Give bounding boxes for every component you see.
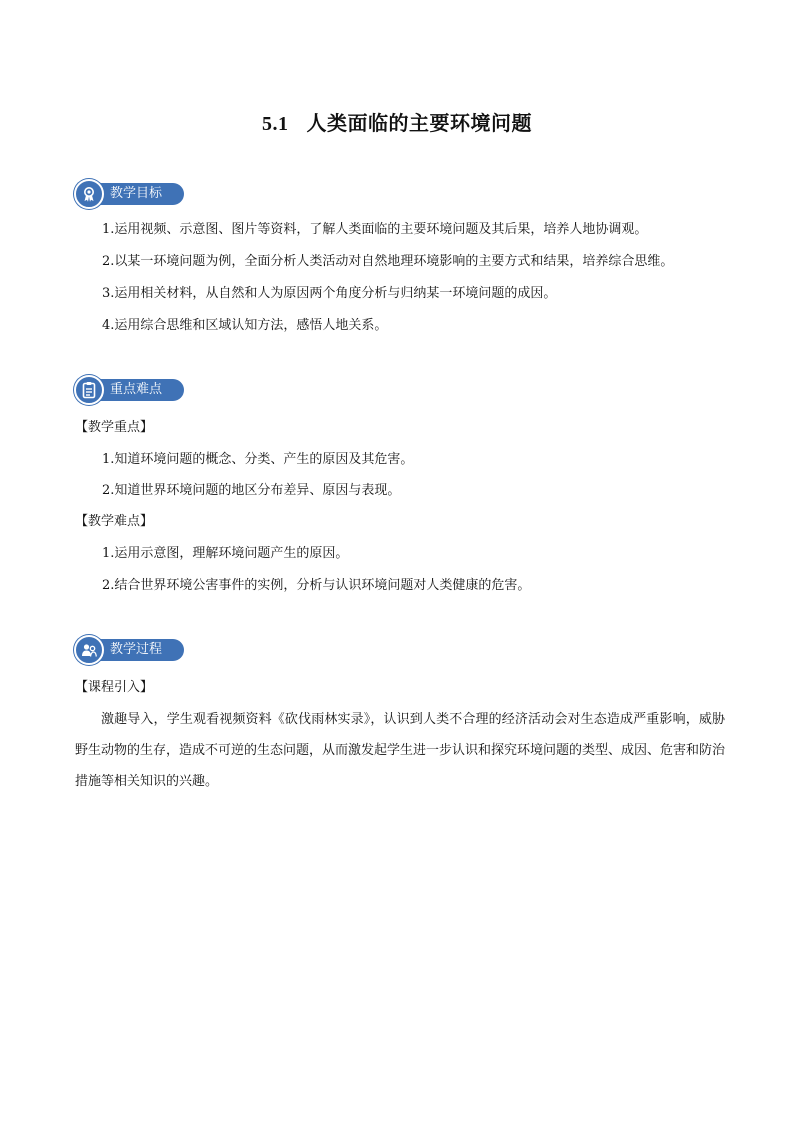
goal-item-3: 3.运用相关材料，从自然和人为原因两个角度分析与归纳某一环境问题的成因。: [102, 286, 557, 301]
section-number: 5.1: [262, 113, 289, 135]
goal-item-2: 2.以某一环境问题为例，全面分析人类活动对自然地理环境影响的主要方式和结果，培养综合思维。: [102, 254, 674, 269]
section-badge-goals: [74, 179, 186, 209]
focus-item-1: 1.知道环境问题的概念、分类、产生的原因及其危害。: [102, 452, 414, 467]
people-icon: [74, 635, 104, 665]
goal-item-4: 4.运用综合思维和区域认知方法，感悟人地关系。: [102, 318, 388, 333]
page-title: [0, 107, 794, 136]
difficulty-item-2: 2.结合世界环境公害事件的实例，分析与认识环境问题对人类健康的危害。: [102, 578, 531, 593]
badge-label: 教学目标: [110, 186, 163, 201]
focus-heading: 【教学重点】: [75, 420, 154, 435]
goal-item-1: 1.运用视频、示意图、图片等资料，了解人类面临的主要环境问题及其后果，培养人地协调观。: [102, 222, 648, 237]
difficulty-item-1: 1.运用示意图，理解环境问题产生的原因。: [102, 546, 349, 561]
award-icon: [74, 179, 104, 209]
intro-heading: 【课程引入】: [75, 680, 154, 695]
clipboard-icon: [74, 375, 104, 405]
title-text: 人类面临的主要环境问题: [306, 111, 532, 135]
section-badge-key-points: [74, 375, 186, 405]
intro-paragraph: 激趣导入，学生观看视频资料《砍伐雨林实录》，认识到人类不合理的经济活动会对生态造成严重影响，威胁野生动物的生存，造成不可逆的生态问题，从而激发起学生进一步认识和探究环境问题的类型、成因、危害和防治措施等相关知识的兴趣。: [75, 712, 726, 789]
difficulty-heading: 【教学难点】: [75, 514, 154, 529]
section-badge-process: [74, 635, 186, 665]
focus-item-2: 2.知道世界环境问题的地区分布差异、原因与表现。: [102, 483, 401, 498]
badge-label: 教学过程: [110, 642, 163, 657]
badge-label: 重点难点: [110, 382, 163, 397]
